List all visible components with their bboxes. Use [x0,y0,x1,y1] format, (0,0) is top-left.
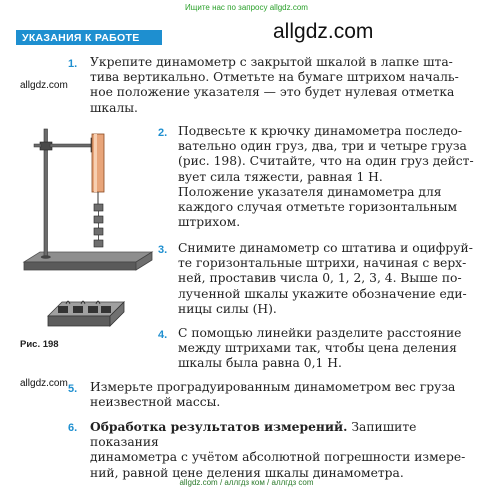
dynamometer-body [92,134,104,192]
step-3-line: ницы силы (Н). [178,301,277,316]
step-3-text [178,241,484,317]
tray-slot [101,306,111,313]
tray-slot [88,306,98,313]
step-4-line: С помощью линейки разделите расстояние [178,326,462,340]
step-4-number: 4. [158,329,168,341]
tray-slot [73,306,83,313]
step-3-line: лученной шкалы укажите обозначение еди- [178,286,467,301]
step-6-line: Запишите показания [90,420,417,450]
step-6-bold-lead: Обработка результатов измерений. [90,419,348,434]
figure-caption: Рис. 198 [20,339,59,350]
step-2-number: 2. [158,127,168,139]
step-2-line: вательно один груз, два, три и четыре груза [178,139,467,154]
footer-links[interactable]: allgdz.com / аллгдз ком / аллгдз com [179,478,314,487]
step-2-text [178,124,484,230]
step-2-line: каждого случая отметьте горизонтальным [178,200,458,215]
step-1-line: ное положение указателя — это будет нулевая отметка [90,85,455,100]
step-3-line: ней, проставив числа 0, 1, 2, 3, 4. Выше по- [178,271,462,286]
weight-4 [94,240,103,247]
top-search-link[interactable]: Ищите нас по запросу allgdz.com [185,3,308,12]
step-4-line: шкалы была равна 0,1 Н. [178,356,342,371]
step-3-line: Снимите динамометр со штатива и оцифруй- [178,241,473,255]
step-2-line: Положение указателя динамометра для [178,184,442,199]
step-2-line: штрихом. [178,215,241,230]
section-header-title: УКАЗАНИЯ К РАБОТЕ [22,32,140,44]
step-5-line: неизвестной массы. [90,395,221,410]
step-5-number: 5. [68,383,78,395]
weights-tray-front [48,316,110,326]
step-1-number: 1. [68,58,78,70]
stand-base-front [24,262,136,270]
figure-dynamometer-on-stand [14,124,154,336]
dynamometer-highlight [94,134,97,192]
watermark-main: allgdz.com [273,20,374,43]
weight-1 [94,204,103,211]
step-1-line: шкалы. [90,100,138,115]
step-1-text [90,55,486,116]
clamp-screw [34,144,41,147]
tray-slot [58,306,68,313]
step-6-line: ний, равной цене деления шкалы динамометра. [90,465,404,480]
step-4-text [178,326,484,372]
step-3-line: те горизонтальные штрихи, начиная с верх- [178,256,467,271]
step-5-text [90,380,486,410]
step-6-number: 6. [68,422,78,434]
stand-arm [50,144,96,147]
watermark-left-top: allgdz.com [20,80,68,91]
step-1-line: Укрепите динамометр с закрытой шкалой в лапке шта- [90,55,453,69]
weight-3 [94,228,103,235]
step-1-line: тива вертикально. Отметьте на бумаге штрихом началь- [90,70,459,85]
step-2-line: Подвесьте к крючку динамометра последо- [178,124,463,138]
step-2-line: (рис. 198). Считайте, что на один груз дейст- [178,154,474,169]
step-6-line-1 [90,419,486,450]
step-4-line: между штрихами так, чтобы цена деления [178,341,457,356]
step-2-line: вует сила тяжести, равная 1 Н. [178,169,383,184]
weight-2 [94,216,103,223]
watermark-left-bottom: allgdz.com [20,378,68,389]
step-6-line: динамометра с учётом абсолютной погрешности измере- [90,450,466,465]
step-5-line: Измерьте проградуированным динамометром вес груза [90,380,456,394]
stand-rod-foot [41,255,51,259]
step-3-number: 3. [158,244,168,256]
step-6-text [90,419,486,481]
